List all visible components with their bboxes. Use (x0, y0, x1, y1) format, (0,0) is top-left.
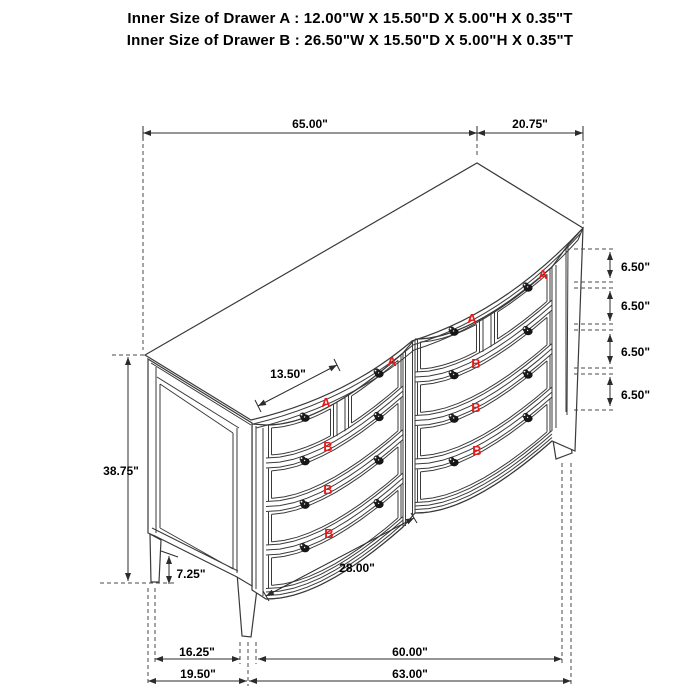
dim-side-inner-depth: 16.25" (179, 645, 215, 659)
dim-front-width: 63.00" (392, 667, 428, 681)
drawer-label: A (538, 267, 548, 282)
drawer-a-size-text: Inner Size of Drawer A : 12.00"W X 15.50"D X 5.00"H X 0.35"T (127, 10, 573, 27)
drawer-label: A (467, 311, 477, 326)
dim-drawer-height-3: 6.50" (621, 345, 651, 359)
drawer-label: B (324, 526, 334, 541)
drawer-b-size-text: Inner Size of Drawer B : 26.50"W X 15.50"D X 5.00"H X 0.35"T (126, 32, 574, 49)
drawer-label: B (471, 400, 481, 415)
dim-drawer-height-4: 6.50" (621, 388, 651, 402)
drawer-label: A (321, 395, 331, 410)
back-left-leg (150, 534, 161, 582)
dim-front-inner-width: 60.00" (392, 645, 428, 659)
drawer-label: B (472, 443, 482, 458)
dim-top-width: 65.00" (292, 117, 328, 131)
dim-drawer-a-width: 13.50" (270, 367, 306, 381)
dim-leg-height: 7.25" (176, 567, 206, 581)
dim-side-depth: 19.50" (180, 667, 216, 681)
dim-drawer-height-2: 6.50" (621, 299, 651, 313)
dim-total-height: 38.75" (103, 464, 139, 478)
dim-section-width: 28.00" (339, 561, 375, 575)
drawer-label: A (387, 354, 397, 369)
drawer-label: B (471, 356, 481, 371)
drawer-label: B (323, 439, 333, 454)
dim-top-depth: 20.75" (512, 117, 548, 131)
drawer-label: B (323, 482, 333, 497)
dim-drawer-height-1: 6.50" (621, 260, 651, 274)
